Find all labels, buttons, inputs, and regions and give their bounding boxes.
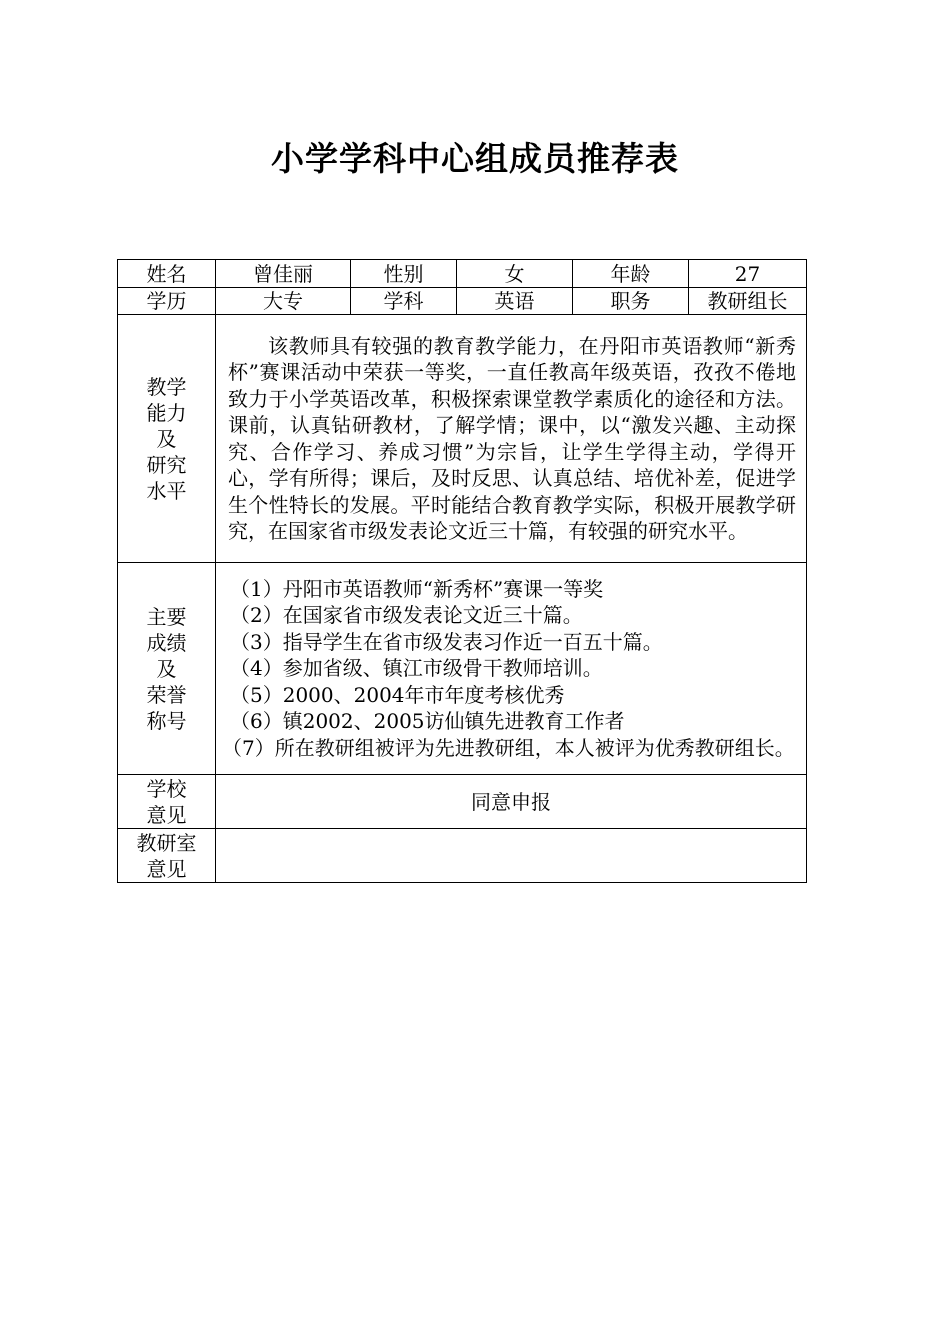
table-row — [118, 563, 807, 775]
list-item: （6）镇2002、2005访仙镇先进教育工作者 — [230, 709, 625, 734]
gender-value: 女 — [457, 260, 573, 288]
achievements-list-cell — [216, 563, 807, 775]
position-value: 教研组长 — [689, 288, 807, 315]
list-item: （5）2000、2004年市年度考核优秀 — [230, 682, 565, 707]
age-label: 年龄 — [573, 260, 689, 288]
list-item: （7）所在教研组被评为先进教研组，本人被评为优秀教研组长。 — [222, 735, 795, 760]
ability-text: 该教师具有较强的教育教学能力，在丹阳市英语教师“新秀杯”赛课活动中荣获一等奖，一直任教高年级英语，孜孜不倦地致力于小学英语改革，积极探索课堂教学素质化的途径和方法。课前，认真钻研教材，了解学情；课中，以“激发兴趣、主动探究、合作学习、养成习惯”为宗旨，让学生学得主动，学得开心，学有所得；课后，及时反思、认真总结、培优补差，促进学生个性特长的发展。平时能结合教育教学实际，积极开展教学研究，在国家省市级发表论文近三十篇，有较强的研究水平。 — [228, 333, 796, 543]
school-opinion-value: 同意申报 — [216, 775, 807, 829]
ability-text-cell — [216, 315, 807, 563]
list-item: （2）在国家省市级发表论文近三十篇。 — [230, 603, 583, 628]
achievements-list — [220, 576, 802, 762]
subject-value: 英语 — [457, 288, 573, 315]
name-value: 曾佳丽 — [216, 260, 351, 288]
table-row — [118, 260, 807, 288]
table-row — [118, 288, 807, 315]
age-value: 27 — [689, 260, 807, 288]
table-row — [118, 829, 807, 883]
list-item: （1）丹阳市英语教师“新秀杯”赛课一等奖 — [230, 576, 604, 601]
list-item: （3）指导学生在省市级发表习作近一百五十篇。 — [230, 629, 663, 654]
position-label: 职务 — [573, 288, 689, 315]
ability-label: 教学 能力 及 研究 水平 — [118, 315, 216, 563]
recommendation-form-table — [117, 259, 807, 883]
achievements-label: 主要 成绩 及 荣誉 称号 — [118, 563, 216, 775]
office-opinion-label: 教研室 意见 — [118, 829, 216, 883]
table-row — [118, 775, 807, 829]
education-label: 学历 — [118, 288, 216, 315]
office-opinion-value — [216, 829, 807, 883]
document-title: 小学学科中心组成员推荐表 — [271, 139, 679, 178]
name-label: 姓名 — [118, 260, 216, 288]
list-item: （4）参加省级、镇江市级骨干教师培训。 — [230, 656, 603, 681]
subject-label: 学科 — [351, 288, 457, 315]
gender-label: 性别 — [351, 260, 457, 288]
education-value: 大专 — [216, 288, 351, 315]
school-opinion-label: 学校 意见 — [118, 775, 216, 829]
table-row — [118, 315, 807, 563]
